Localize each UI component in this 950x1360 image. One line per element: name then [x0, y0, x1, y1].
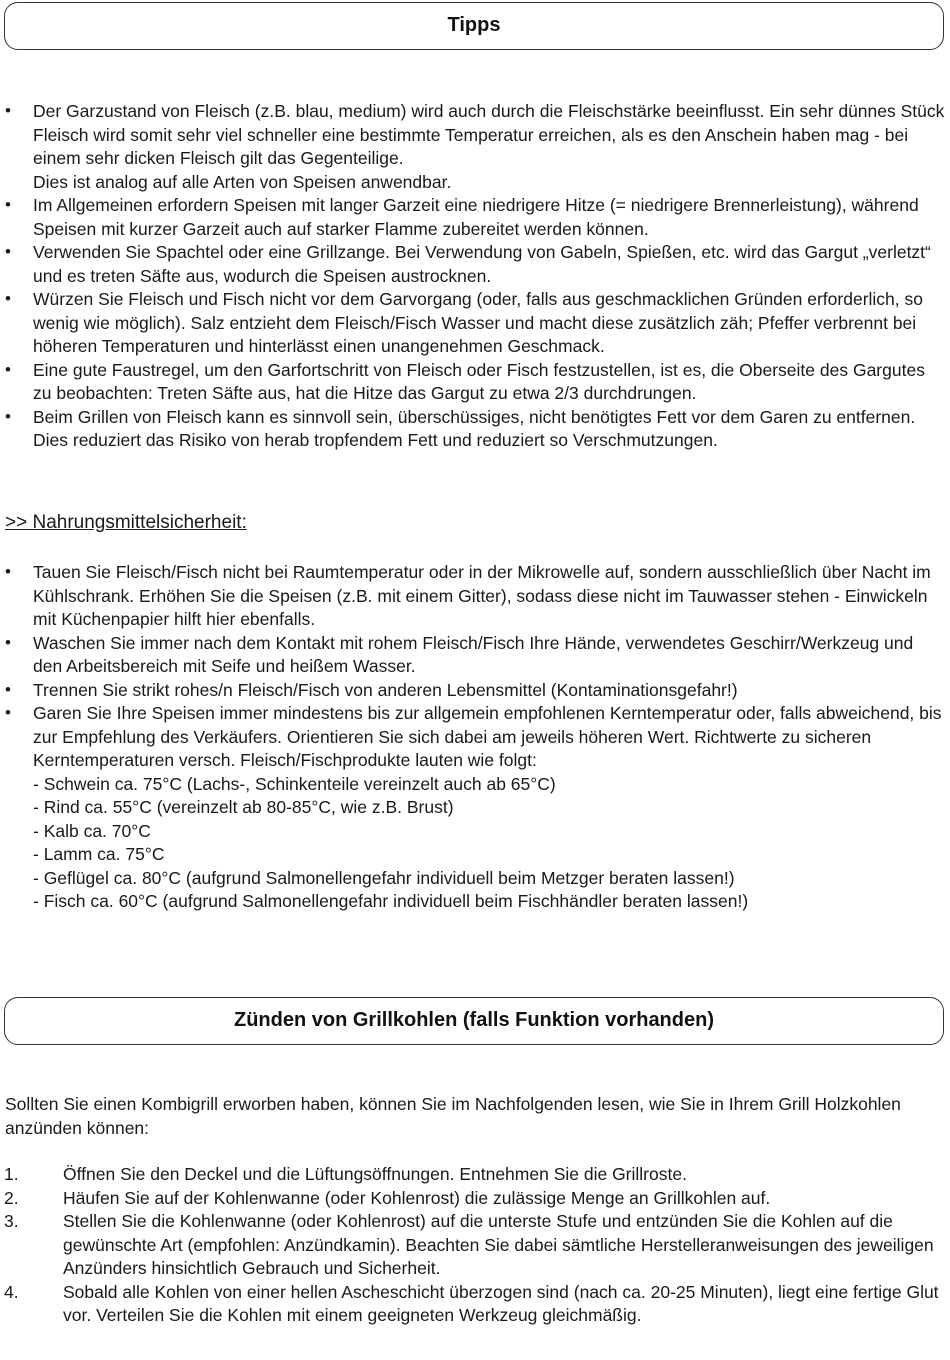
charcoal-intro: Sollten Sie einen Kombigrill erworben haben, können Sie im Nachfolgenden lesen, wie Sie in Ihrem Grill Holzkohlen anzünden können:	[5, 1094, 901, 1138]
list-item	[0, 288, 946, 359]
list-item-text: Eine gute Faustregel, um den Garfortschritt von Fleisch oder Fisch festzustellen, ist es, die Oberseite des Gargutes zu beobachten: Treten Säfte aus, hat die Hitze das Gargut zu etwa 2/3 durchdrungen.	[33, 359, 925, 403]
list-item-extra-text: Dies ist analog auf alle Arten von Speisen anwendbar.	[33, 171, 452, 192]
step-text: Öffnen Sie den Deckel und die Lüftungsöffnungen. Entnehmen Sie die Grillroste.	[63, 1164, 687, 1184]
step-text: Häufen Sie auf der Kohlenwanne (oder Kohlenrost) die zulässige Menge an Grillkohlen auf.	[63, 1187, 771, 1208]
list-item-text: Beim Grillen von Fleisch kann es sinnvoll sein, überschüssiges, nicht benötigtes Fett vor dem Garen zu entfernen. Dies reduziert das Risiko von herab tropfendem Fett und reduziert so Verschmutzungen.	[33, 406, 916, 450]
list-item-text: Waschen Sie immer nach dem Kontakt mit rohem Fleisch/Fisch Ihre Hände, verwendetes Geschirr/Werkzeug und den Arbeitsbereich mit Seife und heißem Wasser.	[33, 632, 914, 676]
list-item	[0, 100, 946, 194]
list-item	[0, 194, 946, 241]
bullet-icon: •	[5, 703, 11, 722]
step-number: 1.	[4, 1164, 19, 1184]
step-number: 3.	[4, 1211, 19, 1231]
list-item	[0, 1187, 946, 1211]
list-item-text: Verwenden Sie Spachtel oder eine Grillzange. Bei Verwendung von Gabeln, Spießen, etc. wird das Gargut „verletzt“ und es treten Säfte aus, wodurch die Speisen austrocknen.	[33, 242, 931, 286]
temperature-line: - Geflügel ca. 80°C (aufgrund Salmonellengefahr individuell beim Metzger beraten lassen!)	[33, 867, 735, 888]
list-item-text: Tauen Sie Fleisch/Fisch nicht bei Raumtemperatur oder in der Mikrowelle auf, sondern ausschließlich über Nacht im Kühlschrank. Erhöhen Sie die Speisen (z.B. mit einem Gitter), sodass diese nicht im Tauwasser stehen - Einwickeln mit Küchenpapier hilft hier ebenfalls.	[33, 562, 931, 629]
list-item	[0, 1163, 946, 1187]
tips-list	[0, 100, 946, 453]
temperature-line: - Fisch ca. 60°C (aufgrund Salmonellengefahr individuell beim Fischhändler beraten lassen!)	[33, 891, 749, 911]
list-item	[0, 241, 946, 288]
bullet-icon: •	[5, 632, 11, 652]
food-safety-heading: >> Nahrungsmittelsicherheit:	[5, 512, 247, 533]
bullet-icon: •	[5, 359, 11, 379]
list-item	[0, 561, 946, 632]
list-item	[0, 1210, 946, 1281]
list-item-text: Trennen Sie strikt rohes/n Fleisch/Fisch von anderen Lebensmittel (Kontaminationsgefahr!)	[33, 679, 738, 700]
bullet-icon: •	[5, 406, 11, 426]
tips-title: Tipps	[447, 14, 501, 37]
bullet-icon: •	[5, 562, 11, 581]
temperature-line: - Lamm ca. 75°C	[33, 844, 165, 864]
list-item-text: Würzen Sie Fleisch und Fisch nicht vor dem Garvorgang (oder, falls aus geschmacklichen Gründen erforderlich, so wenig wie möglich). Salz entzieht dem Fleisch/Fisch Wasser und macht diese zusätzlich zäh; Pfeffer verbrennt bei höheren Temperaturen und hinterlässt einen unangenehmen Geschmack.	[33, 289, 923, 356]
list-item	[0, 406, 946, 453]
list-item	[0, 359, 946, 406]
bullet-icon: •	[5, 242, 11, 261]
list-item	[0, 679, 946, 703]
list-item-text: Im Allgemeinen erfordern Speisen mit langer Garzeit eine niedrigere Hitze (= niedrigere Brennerleistung), während Speisen mit kurzer Garzeit auch auf starker Flamme zubereitet werden können.	[33, 195, 919, 239]
step-number: 2.	[4, 1187, 19, 1208]
list-item	[0, 632, 946, 679]
temperature-line: - Rind ca. 55°C (vereinzelt ab 80-85°C, wie z.B. Brust)	[33, 797, 454, 817]
bullet-icon: •	[5, 101, 11, 120]
bullet-icon: •	[5, 679, 11, 699]
temperature-line: - Schwein ca. 75°C (Lachs-, Schinkenteile vereinzelt auch ab 65°C)	[33, 773, 556, 794]
food-safety-list	[0, 561, 946, 914]
charcoal-title: Zünden von Grillkohlen (falls Funktion vorhanden)	[233, 1009, 714, 1032]
step-number: 4.	[4, 1281, 19, 1302]
temperature-line: - Kalb ca. 70°C	[33, 820, 151, 841]
list-item	[0, 1281, 946, 1328]
list-item-text: Der Garzustand von Fleisch (z.B. blau, medium) wird auch durch die Fleischstärke beeinflusst. Ein sehr dünnes Stück Fleisch wird somit sehr viel schneller eine bestimmte Temperatur erreichen, als es den Anschein haben mag - bei einem sehr dicken Fleisch gilt das Gegenteilige.	[33, 101, 945, 168]
charcoal-heading-box	[4, 997, 944, 1045]
bullet-icon: •	[5, 195, 11, 214]
bullet-icon: •	[5, 289, 11, 308]
tips-heading-box	[4, 2, 944, 50]
step-text: Stellen Sie die Kohlenwanne (oder Kohlenrost) auf die unterste Stufe und entzünden Sie die Kohlen auf die gewünschte Art (empfohlen: Anzündkamin). Beachten Sie dabei sämtliche Herstelleranweisungen des jeweiligen Anzünders hinsichtlich Gebrauch und Sicherheit.	[63, 1211, 934, 1278]
list-item	[0, 702, 946, 914]
step-text: Sobald alle Kohlen von einer hellen Ascheschicht überzogen sind (nach ca. 20-25 Minuten), liegt eine fertige Glut vor. Verteilen Sie die Kohlen mit einem geeigneten Werkzeug gleichmäßig.	[63, 1281, 939, 1325]
list-item-text: Garen Sie Ihre Speisen immer mindestens bis zur allgemein empfohlenen Kerntemperatur oder, falls abweichend, bis zur Empfehlung des Verkäufers. Orientieren Sie sich dabei am jeweils höheren Wert. Richtwerte zu sicheren Kerntemperaturen versch. Fleisch/Fischprodukte lauten wie folgt:	[33, 703, 942, 770]
charcoal-steps	[0, 1163, 946, 1328]
